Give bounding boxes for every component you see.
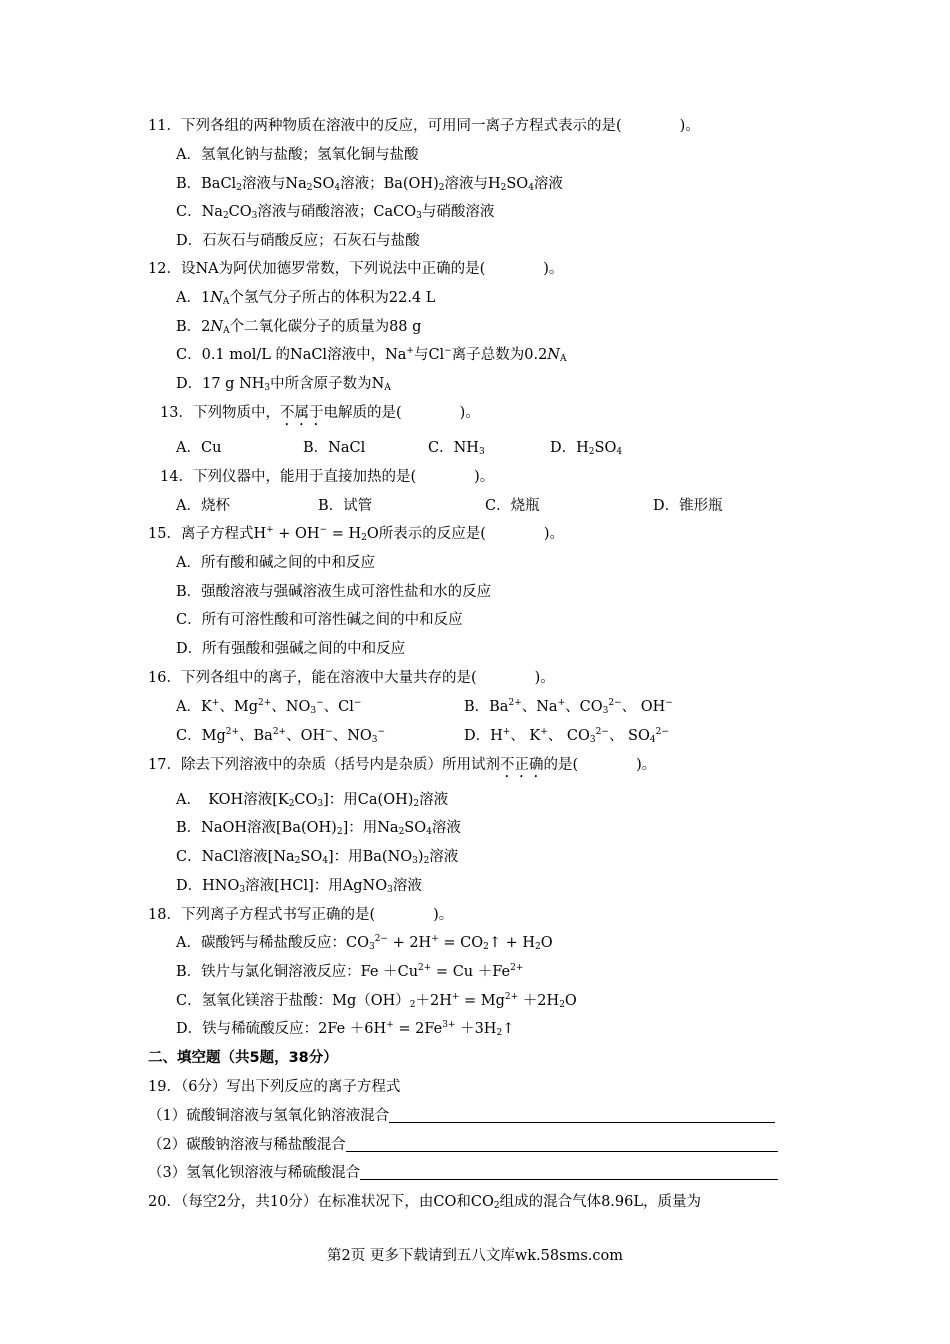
question-14-option-c: C．烧瓶 (485, 498, 540, 514)
question-19-stem: 19．（6分）写出下列反应的离子方程式 (148, 1079, 401, 1095)
page-footer: 第2页 更多下载请到五八文库wk.58sms.com (327, 1248, 623, 1264)
question-15-stem: 15．离子方程式$H^+ + OH^- = H_2O$所表示的反应是( )。 (148, 525, 565, 543)
question-14-stem: 14．下列仪器中，能用于直接加热的是( )。 (160, 469, 495, 485)
question-16-option-c: C．$Mg^{2+}$、$Ba^{2+}$、OH−、$NO_3^-$ (176, 727, 386, 745)
question-12-option-c: C．0.1 mol/L 的NaCl溶液中，Na+与Cl−离子总数为$0.2N_A$ (176, 346, 567, 364)
question-12-option-b: B．$2N_A$个二氧化碳分子的质量为88 g (176, 319, 422, 336)
answer-blank[interactable] (389, 1106, 775, 1123)
question-15-option-c: C．所有可溶性酸和可溶性碱之间的中和反应 (176, 612, 463, 628)
question-18-stem: 18．下列离子方程式书写正确的是( )。 (148, 907, 454, 923)
question-11-option-a: A．氢氧化钠与盐酸；氢氧化铜与盐酸 (176, 147, 419, 163)
answer-blank[interactable] (346, 1135, 778, 1152)
question-12-option-a: A．$1N_A$个氢气分子所占的体积为22.4 L (176, 290, 436, 307)
question-14-option-b: B．试管 (318, 498, 373, 514)
question-19-part-1: （1）硫酸铜溶液与氢氧化钠溶液混合 (148, 1106, 775, 1126)
question-17-option-b: B．NaOH溶液$[Ba(OH)_2]$：用$Na_2SO_4$溶液 (176, 820, 461, 837)
question-15-option-a: A．所有酸和碱之间的中和反应 (176, 555, 375, 571)
question-16-option-d: D．H+、 K+、 $CO_3^{2-}$、 $SO_4^{2-}$ (464, 727, 669, 745)
question-12-option-d: D．17 g $NH_3$中所含原子数为$N_A$ (176, 376, 391, 393)
question-17-stem: 17．除去下列溶液中的杂质（括号内是杂质）所用试剂不正确的是( )。 (148, 757, 657, 773)
question-11-option-d: D．石灰石与硝酸反应；石灰石与盐酸 (176, 233, 420, 249)
question-15-option-d: D．所有强酸和强碱之间的中和反应 (176, 641, 406, 657)
question-16-option-b: B．$Ba^{2+}$、Na+、$CO_3^{2-}$、 OH− (464, 698, 673, 716)
question-20-stem: 20．（每空2分，共10分）在标准状况下，由CO和$CO_2$组成的混合气体8.96L，质量为 (148, 1194, 701, 1211)
question-12-stem: 12．设NA为阿伏加德罗常数，下列说法中正确的是( )。 (148, 261, 564, 277)
question-18-option-c: C．氢氧化镁溶于盐酸：$Mg(OH)_2+2H^+ = Mg^{2+} +2H_2O$ (176, 992, 577, 1010)
question-18-option-a: A．碳酸钙与稀盐酸反应：$CO_3^{2-} + 2H^+$ = $CO_2↑ + H_2O$ (176, 934, 553, 952)
question-11-option-c: C．$Na_2CO_3$溶液与硝酸溶液；CaCO$_3$与硝酸溶液 (176, 204, 495, 221)
question-16-stem: 16．下列各组中的离子，能在溶液中大量共存的是( )。 (148, 670, 555, 686)
question-13-option-c: C．$NH_3$ (428, 440, 485, 457)
question-14-option-d: D．锥形瓶 (653, 498, 723, 514)
question-13-option-b: B．NaCl (303, 440, 366, 456)
question-18-option-d: D．铁与稀硫酸反应：$2Fe +6H^+ = 2Fe^{3+}$ $+3H_2↑$ (176, 1020, 515, 1038)
question-17-option-c: C．NaCl溶液$[Na_2SO_4]$：用$Ba(NO_3)_2$溶液 (176, 849, 459, 866)
question-11-option-b: B．BaCl$_2$溶液与$Na_2SO_4$溶液；$Ba(OH)_2$溶液与$H_2SO_4$溶液 (176, 176, 563, 193)
question-17-option-a: A． KOH溶液$[K_2CO_3]$：用$Ca(OH)_2$溶液 (176, 792, 449, 809)
question-13-stem: 13．下列物质中，不属于电解质的是( )。 (160, 405, 480, 421)
question-13-option-a: A．Cu (176, 440, 222, 456)
question-15-option-b: B．强酸溶液与强碱溶液生成可溶性盐和水的反应 (176, 584, 492, 600)
question-17-option-d: D．$HNO_3$溶液[HCl]：用AgNO$_3$溶液 (176, 878, 422, 895)
answer-blank[interactable] (360, 1163, 778, 1180)
question-19-part-3: （3）氢氧化钡溶液与稀硫酸混合 (148, 1163, 778, 1183)
question-13-option-d: D．$H_2SO_4$ (550, 440, 623, 457)
question-11-stem: 11．下列各组的两种物质在溶液中的反应，可用同一离子方程式表示的是( )。 (148, 118, 700, 134)
question-14-option-a: A．烧杯 (176, 498, 230, 514)
question-18-option-b: B．铁片与氯化铜溶液反应：$Fe +Cu^{2+} = Cu +Fe^{2+}$ (176, 963, 524, 980)
question-19-part-2: （2）碳酸钠溶液与稀盐酸混合 (148, 1135, 778, 1155)
section-title: 二、填空题（共5题，38分） (148, 1050, 338, 1066)
question-16-option-a: A．K+、$Mg^{2+}$、$NO_3^-$、Cl− (176, 698, 362, 716)
